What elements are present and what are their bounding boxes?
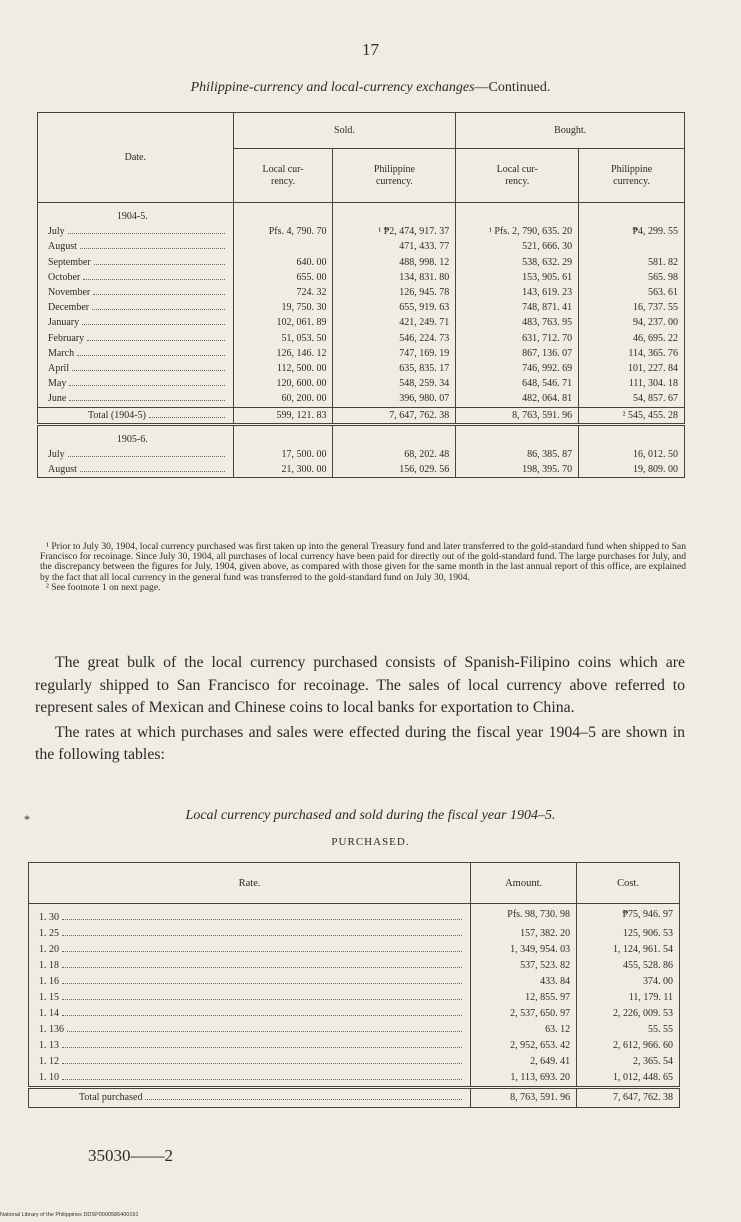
row-month: [38, 270, 234, 285]
header-date: Date.: [38, 113, 234, 203]
total-label: [38, 407, 234, 424]
cell-cost: 455, 528. 86: [623, 960, 673, 971]
dot-leader: [92, 309, 225, 310]
row-month: [38, 462, 234, 478]
row-rate: [29, 1022, 471, 1038]
cell-sold-local: 17, 500. 00: [233, 447, 333, 462]
cell-sold-philippine: 488, 998. 12: [333, 255, 456, 270]
dot-leader: [69, 400, 224, 401]
header-sold-philippine: Philippine currency.: [333, 149, 456, 203]
exchanges-table: [37, 112, 685, 478]
cell-bought-philippine: 581. 82: [648, 256, 678, 268]
empty-cell: [233, 203, 333, 225]
row-month: [38, 239, 234, 254]
table-row: [29, 1022, 680, 1038]
row-rate-text: 1. 16: [39, 976, 59, 987]
row-rate-text: 1. 30: [39, 912, 59, 923]
cell-sold-philippine: 655, 919. 63: [333, 300, 456, 315]
table-row: [29, 1038, 680, 1054]
row-rate-text: 1. 10: [39, 1072, 59, 1083]
dot-leader: [72, 370, 225, 371]
year-row-1905-label: 1905-6.: [38, 424, 234, 447]
dot-leader: [77, 355, 225, 356]
total-cost: 7, 647, 762. 38: [577, 1088, 680, 1108]
cell-cost: 2, 365. 54: [633, 1056, 673, 1067]
row-rate: [29, 958, 471, 974]
cell-amount: 1, 349, 954. 03: [471, 942, 577, 958]
dot-leader: [62, 1079, 462, 1080]
dot-leader: [83, 279, 224, 280]
cell-amount: 12, 855. 97: [471, 990, 577, 1006]
dot-leader: [62, 1047, 462, 1048]
cell-bought-local: 631, 712. 70: [456, 331, 579, 346]
cell-bought-philippine: 19, 809. 00: [633, 464, 678, 476]
cell-sold-philippine: 747, 169. 19: [333, 346, 456, 361]
dot-leader: [67, 1031, 462, 1032]
table-row: [38, 361, 685, 376]
table-row: [38, 255, 685, 270]
cell-amount: 2, 649. 41: [471, 1054, 577, 1070]
cell-sold-philippine: ¹ ₱2, 474, 917. 37: [333, 224, 456, 239]
table-row: [29, 974, 680, 990]
total-purchased-label: [29, 1088, 471, 1108]
dot-leader: [62, 1015, 462, 1016]
table-row: [38, 285, 685, 300]
dot-leader: [145, 1099, 462, 1100]
cell-amount: 63. 12: [471, 1022, 577, 1038]
cell-cost: 125, 906. 53: [623, 928, 673, 939]
cell-sold-philippine: 471, 433. 77: [333, 239, 456, 254]
cell-bought-local: 482, 064. 81: [456, 391, 579, 407]
row-rate-text: 1. 14: [39, 1008, 59, 1019]
cell-amount: 1, 113, 693. 20: [471, 1070, 577, 1088]
cell-bought-philippine: 16, 737. 55: [633, 302, 678, 314]
table-row: [29, 904, 680, 927]
cell-sold-local: 112, 500. 00: [233, 361, 333, 376]
row-month: [38, 315, 234, 330]
row-rate: [29, 942, 471, 958]
row-month: [38, 391, 234, 407]
row-rate-text: 1. 13: [39, 1040, 59, 1051]
row-rate-text: 1. 12: [39, 1056, 59, 1067]
row-month-text: July: [48, 226, 65, 238]
dot-leader: [80, 471, 225, 472]
cell-bought-philippine: 16, 012. 50: [633, 449, 678, 461]
total-bought-philippine: ² 545, 455. 28: [579, 407, 685, 424]
paragraph-2: The rates at which purchases and sales were effected during the fiscal year 1904–5 are shown in the following tables:: [35, 723, 685, 763]
table-row: [29, 1006, 680, 1022]
row-rate: [29, 990, 471, 1006]
cell-bought-philippine: [579, 239, 685, 254]
cell-sold-local: 120, 600. 00: [233, 376, 333, 391]
cell-sold-local: 655. 00: [233, 270, 333, 285]
cell-sold-philippine: 421, 249. 71: [333, 315, 456, 330]
dot-leader: [62, 935, 462, 936]
row-month-text: December: [48, 302, 90, 314]
header-bought-philippine: Philippine currency.: [579, 149, 685, 203]
cell-bought-local: 483, 763. 95: [456, 315, 579, 330]
cell-sold-philippine: 126, 945. 78: [333, 285, 456, 300]
row-month-text: May: [48, 378, 67, 390]
cell-cost: 2, 226, 009. 53: [613, 1008, 673, 1019]
total-purchased-row: [29, 1088, 680, 1108]
dot-leader: [62, 951, 462, 952]
row-month: [38, 447, 234, 462]
row-month-text: January: [48, 317, 80, 329]
cell-sold-local: 60, 200. 00: [233, 391, 333, 407]
row-rate-text: 1. 136: [39, 1024, 64, 1035]
total-sold-local: 599, 121. 83: [233, 407, 333, 424]
dot-leader: [94, 264, 225, 265]
dot-leader: [87, 340, 225, 341]
table-row: [38, 376, 685, 391]
cell-amount: Pfs. 98, 730. 98: [471, 904, 577, 927]
page-number: 17: [362, 40, 379, 59]
body-paragraphs: [35, 652, 685, 767]
cell-cost: 374. 00: [643, 976, 673, 987]
cell-sold-local: Pfs. 4, 790. 70: [233, 224, 333, 239]
table-row: [38, 462, 685, 478]
cell-sold-philippine: 635, 835. 17: [333, 361, 456, 376]
row-rate: [29, 1054, 471, 1070]
cell-amount: 433. 84: [471, 974, 577, 990]
cell-bought-local: 867, 136. 07: [456, 346, 579, 361]
row-month-text: August: [48, 464, 77, 476]
cell-sold-philippine: 546, 224. 73: [333, 331, 456, 346]
table2-caption: [0, 808, 741, 824]
table-row: [38, 346, 685, 361]
cell-sold-philippine: 68, 202. 48: [333, 447, 456, 462]
dot-leader: [82, 324, 225, 325]
table-row: [38, 300, 685, 315]
footnote-2: ² See footnote 1 on next page.: [46, 581, 161, 593]
empty-cell: [579, 203, 685, 225]
cell-cost: 11, 179. 11: [628, 992, 673, 1003]
row-month: [38, 361, 234, 376]
cell-sold-local: 126, 146. 12: [233, 346, 333, 361]
cell-amount: 2, 537, 650. 97: [471, 1006, 577, 1022]
empty-cell: [233, 424, 333, 447]
cell-bought-philippine: 46, 695. 22: [633, 332, 678, 344]
row-rate: [29, 1070, 471, 1088]
row-month-text: February: [48, 332, 85, 344]
dot-leader: [68, 456, 225, 457]
cell-sold-local: 21, 300. 00: [233, 462, 333, 478]
dot-leader: [62, 999, 462, 1000]
table-row: [38, 270, 685, 285]
row-rate-text: 1. 20: [39, 944, 59, 955]
table2-subheading: PURCHASED.: [331, 836, 410, 848]
row-month-text: September: [48, 256, 91, 268]
empty-cell: [333, 424, 456, 447]
row-month-text: June: [48, 393, 67, 405]
header-bought-local: Local cur- rency.: [456, 149, 579, 203]
table1-caption: [0, 80, 741, 96]
dot-leader: [68, 233, 225, 234]
cell-amount: 537, 523. 82: [471, 958, 577, 974]
row-rate-text: 1. 15: [39, 992, 59, 1003]
cell-amount: 2, 952, 653. 42: [471, 1038, 577, 1054]
cell-sold-local: 102, 061. 89: [233, 315, 333, 330]
row-month: [38, 376, 234, 391]
table-row: [38, 391, 685, 407]
footnotes: [40, 542, 686, 593]
dot-leader: [62, 919, 462, 920]
total-row: [38, 407, 685, 424]
total-label-text: Total (1904-5): [88, 409, 146, 421]
row-month-text: April: [48, 363, 70, 375]
row-rate: [29, 1038, 471, 1054]
empty-cell: [456, 424, 579, 447]
cell-cost: 55. 55: [648, 1024, 673, 1035]
dot-leader: [62, 983, 462, 984]
footnote-1: ¹ Prior to July 30, 1904, local currency purchased was first taken up into the general Treasury fund and later transferred to the gold-standard fund when shipped to San Francisco for recoinage. Since July 30, 1904, all purchases of local currency have been paid for directly out of the gold-standard fund. The large purchases for July, and the discrepancy between the figures for July, 1904, given above, as compared with those given for the same month in the last annual report of this office, are explained by the fact that all local currency in the general fund was transferred to the gold-standard fund on July 30, 1904.: [40, 541, 686, 583]
row-month-text: July: [48, 449, 65, 461]
table1-caption-italic: Philippine-currency and local-currency exchanges: [190, 80, 475, 95]
cell-sold-local: 724. 32: [233, 285, 333, 300]
empty-cell: [333, 203, 456, 225]
cell-bought-local: 153, 905. 61: [456, 270, 579, 285]
table-row: [38, 224, 685, 239]
dot-leader: [62, 1063, 462, 1064]
cell-bought-philippine: 54, 857. 67: [633, 393, 678, 405]
dot-leader: [62, 967, 462, 968]
row-month: [38, 255, 234, 270]
cell-bought-philippine: 94, 237. 00: [633, 317, 678, 329]
row-rate: [29, 1006, 471, 1022]
row-month: [38, 285, 234, 300]
row-month: [38, 346, 234, 361]
cell-bought-local: 748, 871. 41: [456, 300, 579, 315]
row-month: [38, 300, 234, 315]
year-row-1905: [38, 424, 685, 447]
row-rate: [29, 974, 471, 990]
cell-sold-philippine: 396, 980. 07: [333, 391, 456, 407]
table2-caption-text: Local currency purchased and sold during the fiscal year 1904–5.: [185, 808, 556, 823]
table-row: [38, 315, 685, 330]
cell-bought-philippine: 563. 61: [648, 287, 678, 299]
cell-cost: ₱75, 946. 97: [622, 909, 673, 920]
dot-leader: [80, 248, 225, 249]
row-rate: [29, 904, 471, 927]
table-row: [29, 990, 680, 1006]
paragraph-1: The great bulk of the local currency purchased consists of Spanish-Filipino coins which are regularly shipped to San Francisco for recoinage. The sales of local currency above referred to represent sales of Mexican and Chinese coins to local banks for exportation to China.: [35, 654, 685, 716]
row-month-text: October: [48, 271, 81, 283]
cell-cost: 1, 124, 961. 54: [613, 944, 673, 955]
cell-bought-philippine: ₱4, 299. 55: [632, 226, 678, 238]
header-sold-local: Local cur- rency.: [233, 149, 333, 203]
cell-bought-local: 746, 992. 69: [456, 361, 579, 376]
year-row-1904: [38, 203, 685, 225]
table-row: [38, 331, 685, 346]
margin-mark: *: [24, 812, 30, 826]
header-rate: Rate.: [29, 863, 471, 904]
cell-bought-philippine: 101, 227. 84: [628, 363, 678, 375]
table-row: [38, 447, 685, 462]
dot-leader: [93, 294, 224, 295]
cell-sold-local: [233, 239, 333, 254]
cell-cost: 1, 012, 448. 65: [613, 1072, 673, 1083]
table1-caption-suffix: —Continued.: [474, 80, 551, 95]
cell-amount: 157, 382. 20: [471, 926, 577, 942]
cell-bought-local: 86, 385. 87: [456, 447, 579, 462]
cell-bought-philippine: 565. 98: [648, 271, 678, 283]
dot-leader: [149, 417, 225, 418]
empty-cell: [579, 424, 685, 447]
cell-sold-local: 51, 053. 50: [233, 331, 333, 346]
row-rate: [29, 926, 471, 942]
header-amount: Amount.: [471, 863, 577, 904]
header-bought: Bought.: [456, 113, 685, 149]
footer-credit: National Library of the Philippines DDSP0000586400191: [0, 1212, 139, 1218]
purchased-table: [28, 862, 680, 1108]
header-cost: Cost.: [577, 863, 680, 904]
total-bought-local: 8, 763, 591. 96: [456, 407, 579, 424]
cell-bought-local: 521, 666. 30: [456, 239, 579, 254]
table-row: [29, 1070, 680, 1088]
cell-bought-local: 143, 619. 23: [456, 285, 579, 300]
row-rate-text: 1. 18: [39, 960, 59, 971]
table-row: [29, 1054, 680, 1070]
table-row: [29, 958, 680, 974]
cell-bought-local: 198, 395. 70: [456, 462, 579, 478]
cell-sold-philippine: 156, 029. 56: [333, 462, 456, 478]
total-amount: 8, 763, 591. 96: [471, 1088, 577, 1108]
cell-bought-local: 538, 632. 29: [456, 255, 579, 270]
row-month-text: November: [48, 287, 91, 299]
header-sold: Sold.: [233, 113, 456, 149]
cell-sold-local: 640. 00: [233, 255, 333, 270]
row-rate-text: 1. 25: [39, 928, 59, 939]
row-month: [38, 331, 234, 346]
table-row: [29, 942, 680, 958]
total-purchased-label-text: Total purchased: [79, 1092, 143, 1103]
row-month-text: March: [48, 347, 75, 359]
cell-bought-philippine: 114, 365. 76: [628, 347, 678, 359]
cell-bought-local: 648, 546. 71: [456, 376, 579, 391]
table-row: [29, 926, 680, 942]
empty-cell: [456, 203, 579, 225]
cell-sold-local: 19, 750. 30: [233, 300, 333, 315]
table-row: [38, 239, 685, 254]
cell-cost: 2, 612, 966. 60: [613, 1040, 673, 1051]
year-row-1904-label: 1904-5.: [38, 203, 234, 225]
row-month-text: August: [48, 241, 77, 253]
dot-leader: [69, 385, 224, 386]
cell-sold-philippine: 134, 831. 80: [333, 270, 456, 285]
row-month: [38, 224, 234, 239]
cell-sold-philippine: 548, 259. 34: [333, 376, 456, 391]
cell-bought-philippine: 111, 304. 18: [628, 378, 678, 390]
total-sold-philippine: 7, 647, 762. 38: [333, 407, 456, 424]
cell-bought-local: ¹ Pfs. 2, 790, 635. 20: [456, 224, 579, 239]
signature-mark: 35030——2: [88, 1146, 173, 1165]
